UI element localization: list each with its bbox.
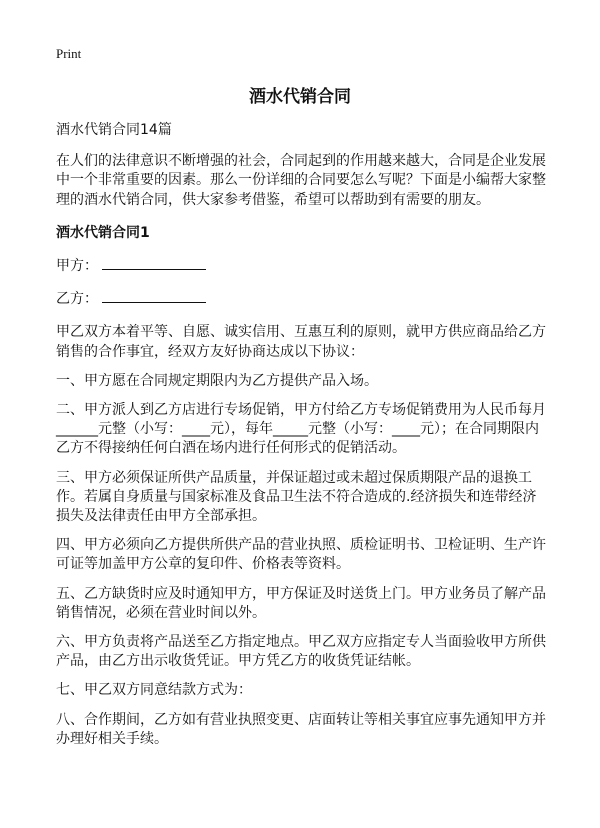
subtitle: 酒水代销合同14篇 xyxy=(56,122,172,138)
party-a-line xyxy=(56,257,550,276)
intro-paragraph: 在人们的法律意识不断增强的社会，合同起到的作用越来越大，合同是企业发展中一个非常重要的因素。那么一份详细的合同要怎么写呢？下面是小编帮大家整理的酒水代销合同，供大家参考借鉴，希望可以帮助到有需要的朋友。 xyxy=(56,153,546,208)
party-a-blank xyxy=(102,257,206,270)
party-b-blank xyxy=(102,290,206,303)
clause-5: 五、乙方缺货时应及时通知甲方，甲方保证及时送货上门。甲方业务员了解产品销售情况，必须在营业时间以外。 xyxy=(56,585,546,621)
document-title: 酒水代销合同 xyxy=(249,87,351,107)
party-a-label: 甲方： xyxy=(56,258,98,275)
clause-7: 七、甲乙双方同意结款方式为： xyxy=(56,682,252,699)
clause-4: 四、甲方必须向乙方提供所供产品的营业执照、质检证明书、卫检证明、生产许可证等加盖甲方公章的复印件、价格表等资料。 xyxy=(56,537,546,573)
clause-2: 二、甲方派人到乙方店进行专场促销，甲方付给乙方专场促销费用为人民币每月______元整（小写：____元），每年_____元整（小写：____元）；在合同期限内乙方不得接纳任何白酒在场内进行任何形式的促销活动。 xyxy=(56,402,546,457)
clause-8: 八、合作期间，乙方如有营业执照变更、店面转让等相关事宜应事先通知甲方并办理好相关手续。 xyxy=(56,711,546,747)
section-heading: 酒水代销合同1 xyxy=(56,224,150,241)
clause-3: 三、甲方必须保证所供产品质量，并保证超过或未超过保质期限产品的退换工作。若属自身质量与国家标准及食品卫生法不符合造成的.经济损失和连带经济损失及法律责任由甲方全部承担。 xyxy=(56,469,537,525)
print-link[interactable]: Print xyxy=(56,46,82,61)
preamble-paragraph: 甲乙双方本着平等、自愿、诚实信用、互惠互利的原则，就甲方供应商品给乙方销售的合作事宜，经双方友好协商达成以下协议： xyxy=(56,324,546,360)
party-b-label: 乙方： xyxy=(56,291,98,308)
document-body xyxy=(56,121,550,759)
clause-1: 一、甲方愿在合同规定期限内为乙方提供产品入场。 xyxy=(56,372,378,389)
clause-6: 六、甲方负责将产品送至乙方指定地点。甲乙双方应指定专人当面验收甲方所供产品，由乙方出示收货凭证。甲方凭乙方的收货凭证结帐。 xyxy=(56,634,546,670)
party-b-line xyxy=(56,290,550,309)
